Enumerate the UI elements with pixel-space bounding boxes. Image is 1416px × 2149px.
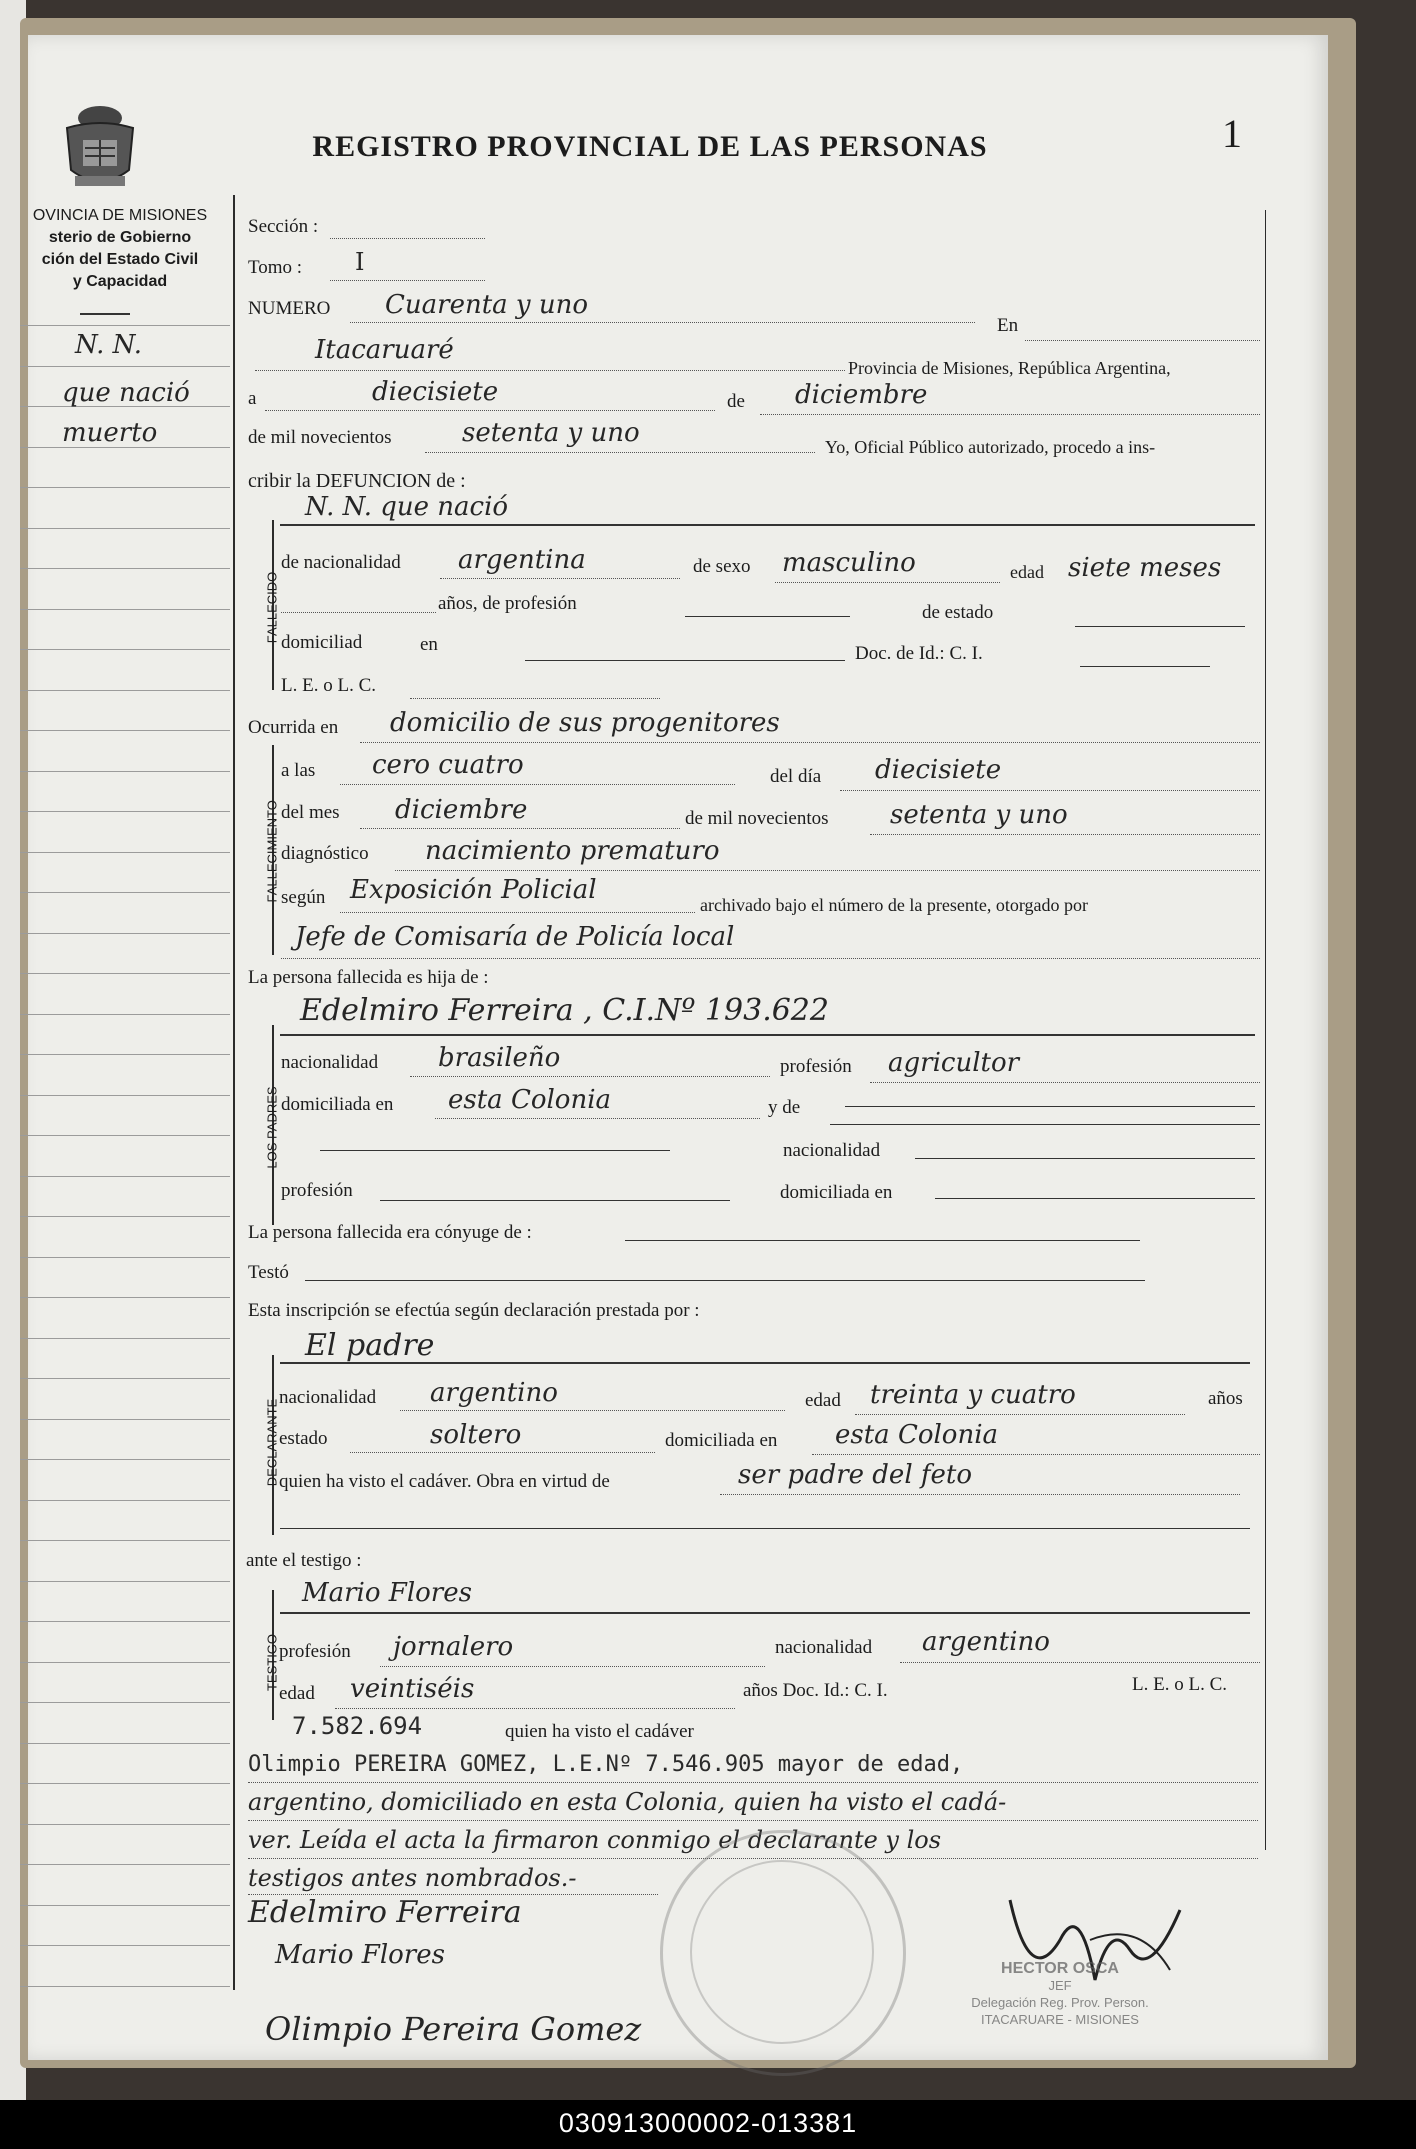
testo-label: Testó xyxy=(248,1262,289,1283)
margin-rule-line xyxy=(20,1419,230,1420)
de-label: de xyxy=(727,391,745,412)
margin-rule-line xyxy=(20,1945,230,1946)
office-line: y Capacidad xyxy=(72,273,168,290)
line xyxy=(870,834,1260,835)
anio-value: setenta y uno xyxy=(462,418,640,448)
office-line: sterio de Gobierno xyxy=(48,229,192,246)
dia-value: diecisiete xyxy=(372,377,499,407)
testigo-le-label: L. E. o L. C. xyxy=(1132,1674,1227,1695)
fallecido-domicilio-label: domiciliad xyxy=(281,632,363,653)
margin-rule-line xyxy=(20,1459,230,1460)
fallecido-anios-label: años, de profesión xyxy=(438,593,577,614)
line xyxy=(440,578,680,579)
line xyxy=(410,698,660,699)
signature-testigo2: Olimpio Pereira Gomez xyxy=(265,2010,642,2048)
observaciones-line: argentino, domiciliado en esta Colonia, quien ha visto el cadá- xyxy=(248,1788,1007,1816)
provincial-seal-icon xyxy=(55,100,145,195)
mes-value: diciembre xyxy=(795,380,928,410)
testigo-doc-num: 7.582.694 xyxy=(292,1712,423,1740)
margin-rule-line xyxy=(20,487,230,488)
fallecido-sexo-label: de sexo xyxy=(693,556,751,577)
mil-label2: de mil novecientos xyxy=(685,808,829,829)
margin-rule-line xyxy=(20,609,230,610)
stamp-line: JEF xyxy=(1048,1978,1072,1993)
otorgado-value: Jefe de Comisaría de Policía local xyxy=(295,922,735,952)
margin-rule-line xyxy=(20,1986,230,1987)
line xyxy=(360,828,680,829)
section-label-declarante: DECLARANTE xyxy=(264,1398,280,1487)
fallecido-nacionalidad-label: de nacionalidad xyxy=(281,552,401,573)
margin-rule-line xyxy=(20,973,230,974)
declarante-edad: treinta y cuatro xyxy=(870,1380,1076,1410)
hora-value: cero cuatro xyxy=(372,750,524,780)
line xyxy=(350,1452,655,1453)
testigo-edad-label: edad xyxy=(279,1683,315,1704)
tomo-value: I xyxy=(355,248,365,276)
dia-value2: diecisiete xyxy=(875,755,1002,785)
margin-rule-line xyxy=(20,933,230,934)
margin-rule-line xyxy=(20,366,230,367)
line xyxy=(1080,666,1210,667)
office-underline xyxy=(80,313,130,315)
line xyxy=(320,1150,670,1151)
declarante-estado: soltero xyxy=(430,1420,522,1450)
seccion-line xyxy=(330,238,485,239)
line xyxy=(1075,626,1245,627)
line xyxy=(340,912,695,913)
margin-rule-line xyxy=(20,690,230,691)
issuing-office xyxy=(20,205,220,293)
margin-rule-line xyxy=(20,649,230,650)
seccion-label: Sección : xyxy=(248,216,319,237)
anio-line xyxy=(425,452,815,453)
stamp-line: HECTOR OSCA xyxy=(1001,1960,1119,1977)
numero-line xyxy=(350,322,975,323)
margin-rule-line xyxy=(20,892,230,893)
margin-rule-line xyxy=(20,1095,230,1096)
declarante-cadaver-label: quien ha visto el cadáver. Obra en virtud de xyxy=(279,1471,610,1492)
section-label-padres: LOS PADRES xyxy=(264,1086,280,1169)
margin-rule-line xyxy=(20,1743,230,1744)
margin-rule-line xyxy=(20,1905,230,1906)
testigo-profesion-label: profesión xyxy=(279,1641,351,1662)
ante-testigo-label: ante el testigo : xyxy=(246,1550,362,1571)
margin-rule-line xyxy=(20,811,230,812)
margin-rule-line xyxy=(20,1054,230,1055)
inscripcion-label: Esta inscripción se efectúa según declaración prestada por : xyxy=(248,1300,700,1321)
margin-rule-line xyxy=(20,1378,230,1379)
lugar-line xyxy=(255,370,845,371)
line xyxy=(340,784,735,785)
margin-rule-line xyxy=(20,1621,230,1622)
mil-label: de mil novecientos xyxy=(248,427,392,448)
testigo-profesion: jornalero xyxy=(393,1632,514,1662)
document-id: 030913000002-013381 xyxy=(558,2108,858,2138)
fallecido-le-label: L. E. o L. C. xyxy=(281,675,376,696)
line xyxy=(812,1454,1260,1455)
margin-rule-line xyxy=(20,1540,230,1541)
line xyxy=(360,742,1260,743)
anio-value2: setenta y uno xyxy=(890,800,1068,830)
declarante-estado-label: estado xyxy=(279,1428,328,1449)
margin-rule-line xyxy=(20,325,230,326)
section-label-fallecimiento: FALLECIMIENTO xyxy=(264,800,280,903)
en-line xyxy=(1025,340,1260,341)
line xyxy=(845,1106,1255,1107)
fallecido-en-label: en xyxy=(420,634,438,655)
line xyxy=(625,1240,1140,1241)
margin-rule-line xyxy=(20,1662,230,1663)
padre-value: Edelmiro Ferreira , C.I.Nº 193.622 xyxy=(300,993,829,1028)
line xyxy=(900,1662,1260,1663)
signature-testigo: Mario Flores xyxy=(275,1940,445,1970)
section-label-fallecido: FALLECIDO xyxy=(264,571,280,644)
declarante-nacionalidad-label: nacionalidad xyxy=(279,1387,377,1408)
line xyxy=(775,582,1000,583)
line xyxy=(685,616,850,617)
line xyxy=(720,1494,1240,1495)
numero-value: Cuarenta y uno xyxy=(385,290,589,320)
a-label: a xyxy=(248,388,257,409)
section-label-testigo: TESTIGO xyxy=(264,1633,280,1692)
line xyxy=(280,1612,1250,1614)
conyuge-label: La persona fallecida era cónyuge de : xyxy=(248,1222,532,1243)
testigo-doc-label: años Doc. Id.: C. I. xyxy=(743,1680,888,1701)
line xyxy=(380,1666,765,1667)
margin-rule-line xyxy=(20,1297,230,1298)
margin-rule-line xyxy=(20,1257,230,1258)
declarante-anios-label: años xyxy=(1208,1388,1243,1409)
mes-value2: diciembre xyxy=(395,795,528,825)
fallecido-nombre-line xyxy=(280,524,1255,526)
line xyxy=(281,958,1260,959)
line xyxy=(280,1528,1250,1529)
margin-note-line: muerto xyxy=(62,418,158,448)
signature-declarante: Edelmiro Ferreira xyxy=(248,1895,522,1930)
tomo-label: Tomo : xyxy=(248,257,303,278)
registrar-stamp xyxy=(910,1960,1210,2028)
line xyxy=(870,1082,1260,1083)
line xyxy=(855,1414,1185,1415)
provincia-label: Provincia de Misiones, República Argentina, xyxy=(848,358,1171,378)
line xyxy=(281,612,436,613)
declarante-domiciliada-label: domiciliada en xyxy=(665,1430,778,1451)
padres-domicilio: esta Colonia xyxy=(448,1085,612,1115)
observaciones-line: ver. Leída el acta la firmaron conmigo el declarante y los xyxy=(248,1826,942,1854)
stamp-line: ITACARUARE - MISIONES xyxy=(981,2012,1139,2027)
declarante-edad-label: edad xyxy=(805,1390,841,1411)
margin-rule-line xyxy=(20,1135,230,1136)
observaciones-line: Olimpio PEREIRA GOMEZ, L.E.Nº 7.546.905 mayor de edad, xyxy=(248,1752,964,1777)
fallecido-estado-label: de estado xyxy=(922,602,994,623)
cribir-label: cribir la DEFUNCION de : xyxy=(248,470,466,492)
y-de-label: y de xyxy=(768,1097,801,1118)
fallecido-nombre: N. N. que nació xyxy=(305,492,509,522)
padres-profesion-label: profesión xyxy=(780,1056,852,1077)
en-label: En xyxy=(997,315,1019,336)
line xyxy=(335,1708,735,1709)
margin-rule-line xyxy=(20,1176,230,1177)
line xyxy=(410,1076,770,1077)
margin-note-line: que nació xyxy=(62,378,190,408)
margin-rule-line xyxy=(20,1581,230,1582)
margin-rule-line xyxy=(20,730,230,731)
archivado-label: archivado bajo el número de la presente, otorgado por xyxy=(700,895,1089,915)
margin-rule-line xyxy=(20,1824,230,1825)
hija-label: La persona fallecida es hija de : xyxy=(248,967,489,988)
dia-label: del día xyxy=(770,766,822,787)
line xyxy=(280,1362,1250,1364)
margin-rule-line xyxy=(20,1702,230,1703)
line xyxy=(525,660,845,661)
right-margin-line xyxy=(1265,210,1266,1850)
margin-rule-line xyxy=(20,771,230,772)
line xyxy=(380,1200,730,1201)
dia-line xyxy=(265,410,715,411)
segun-label: según xyxy=(281,887,326,908)
line xyxy=(395,870,1260,871)
tomo-line xyxy=(330,280,485,281)
padres-domiciliada2-label: domiciliada en xyxy=(780,1182,893,1203)
line xyxy=(248,1782,1258,1783)
mes-line xyxy=(760,414,1260,415)
declarante-virtud: ser padre del feto xyxy=(738,1460,973,1490)
fallecido-nacionalidad: argentina xyxy=(458,545,586,575)
testigo-nacionalidad: argentino xyxy=(922,1627,1050,1657)
margin-rule-line xyxy=(20,1338,230,1339)
a-las-label: a las xyxy=(281,760,316,781)
main-margin-line xyxy=(233,195,235,1990)
official-stamp-inner xyxy=(690,1860,874,2044)
stamp-line: Delegación Reg. Prov. Person. xyxy=(971,1995,1149,2010)
padres-profesion: agricultor xyxy=(888,1048,1020,1078)
fallecido-sexo: masculino xyxy=(782,548,916,578)
fallecido-edad: siete meses xyxy=(1068,553,1222,583)
padres-nacionalidad: brasileño xyxy=(438,1043,561,1073)
testigo-edad: veintiséis xyxy=(350,1674,475,1704)
lugar-value: Itacaruaré xyxy=(315,335,454,365)
oficial-label: Yo, Oficial Público autorizado, procedo a ins- xyxy=(825,437,1156,457)
line xyxy=(830,1124,1260,1125)
diag-label: diagnóstico xyxy=(281,843,369,864)
declarante-domicilio: esta Colonia xyxy=(835,1420,999,1450)
diagnostico-value: nacimiento prematuro xyxy=(425,836,720,866)
line xyxy=(248,1820,1258,1821)
margin-rule-line xyxy=(20,1783,230,1784)
fallecido-edad-label: edad xyxy=(1010,562,1044,582)
page-number: 1 xyxy=(1222,111,1242,156)
margin-rule-line xyxy=(20,852,230,853)
fallecido-doc-label: Doc. de Id.: C. I. xyxy=(855,643,983,664)
margin-note-line: N. N. xyxy=(75,330,142,360)
observaciones-line: testigos antes nombrados.- xyxy=(248,1864,577,1892)
page-title: REGISTRO PROVINCIAL DE LAS PERSONAS xyxy=(312,130,988,163)
padres-domiciliada-label: domiciliada en xyxy=(281,1094,394,1115)
mes-label: del mes xyxy=(281,802,340,823)
margin-rule-line xyxy=(20,1014,230,1015)
declarante-nacionalidad: argentino xyxy=(430,1378,558,1408)
testigo-nombre: Mario Flores xyxy=(302,1578,472,1608)
line xyxy=(305,1280,1145,1281)
line xyxy=(915,1158,1255,1159)
testigo-nacionalidad-label: nacionalidad xyxy=(775,1637,873,1658)
ocurrida-label: Ocurrida en xyxy=(248,717,339,738)
line xyxy=(435,1118,760,1119)
office-line: ción del Estado Civil xyxy=(41,251,199,268)
ocurrida-value: domicilio de sus progenitores xyxy=(390,708,780,738)
margin-rule-line xyxy=(20,568,230,569)
padres-nacionalidad-label: nacionalidad xyxy=(281,1052,379,1073)
margin-rule-line xyxy=(20,1864,230,1865)
segun-value: Exposición Policial xyxy=(350,875,597,905)
line xyxy=(400,1410,785,1411)
line xyxy=(840,790,1260,791)
margin-rule-line xyxy=(20,528,230,529)
line xyxy=(280,1034,1255,1036)
office-line: OVINCIA DE MISIONES xyxy=(32,207,208,224)
testigo-cadaver-label: quien ha visto el cadáver xyxy=(505,1721,694,1742)
numero-label: NUMERO xyxy=(248,298,331,319)
padres-profesion2-label: profesión xyxy=(281,1180,353,1201)
footer-bar xyxy=(0,2100,1416,2149)
line xyxy=(935,1198,1255,1199)
declarante-nombre: El padre xyxy=(305,1328,435,1363)
margin-rule-line xyxy=(20,1500,230,1501)
padres-nacionalidad2-label: nacionalidad xyxy=(783,1140,881,1161)
margin-rule-line xyxy=(20,1216,230,1217)
